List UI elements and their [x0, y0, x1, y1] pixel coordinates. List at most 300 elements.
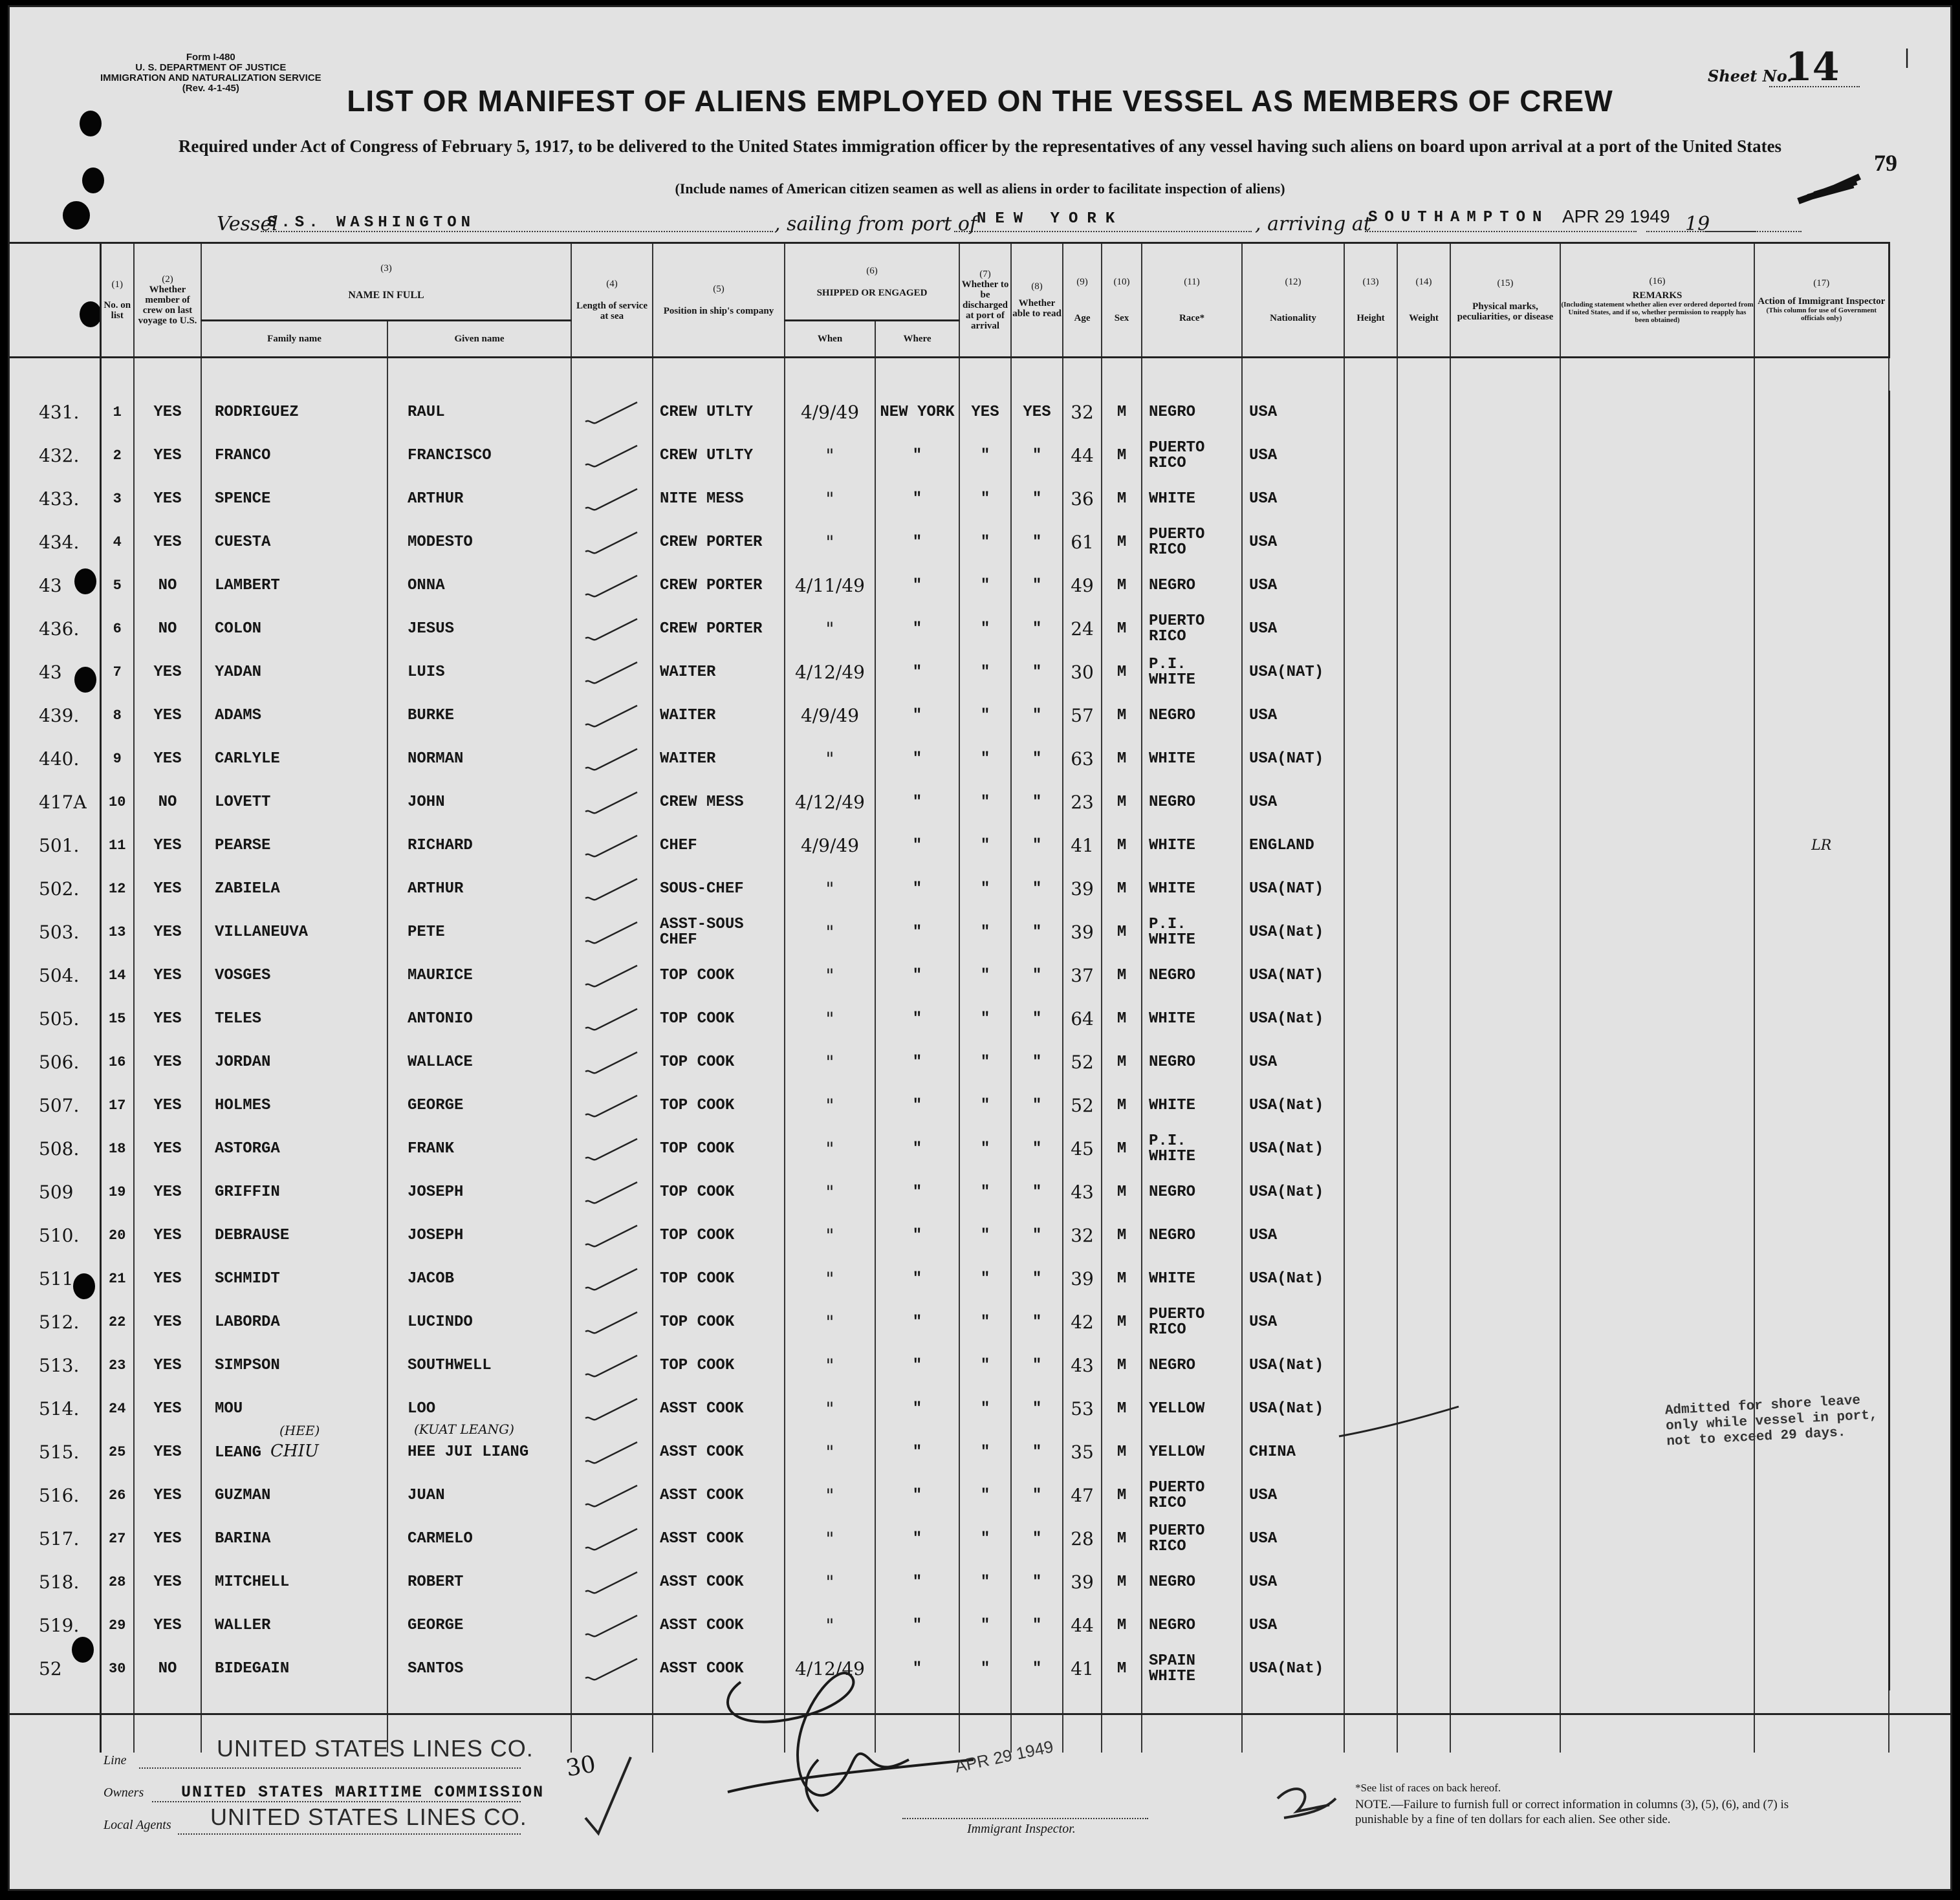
row-number-cell: 5	[100, 564, 134, 607]
member-cell: YES	[134, 997, 201, 1041]
given-name-cell	[387, 434, 571, 477]
weight-cell	[1397, 1214, 1450, 1257]
family-name: HOLMES	[215, 1096, 271, 1114]
revision-date: (Rev. 4-1-45)	[182, 83, 239, 94]
shipped-when-cell: "	[785, 1127, 875, 1171]
shipped-when-cell: 4/9/49	[785, 391, 875, 434]
action-cell	[1754, 521, 1889, 564]
year-label: 19	[1685, 213, 1710, 235]
sex-cell: M	[1102, 824, 1142, 867]
table-row	[10, 824, 1960, 867]
weight-cell	[1397, 651, 1450, 694]
col-header-sex: (10) Sex	[1102, 243, 1142, 358]
age-cell: 24	[1063, 607, 1102, 651]
shipped-when-cell: "	[785, 607, 875, 651]
nationality-cell: USA	[1242, 694, 1344, 737]
margin-number-cell: 504.	[10, 954, 100, 997]
sailing-label: , sailing from port of	[774, 213, 977, 235]
row-number-cell: 26	[100, 1474, 134, 1517]
given-name: LUIS	[408, 663, 445, 681]
page-number: 79	[1874, 150, 1897, 176]
race-cell: NEGRO	[1142, 1560, 1242, 1604]
crew-rows	[10, 358, 1960, 1753]
height-cell	[1344, 1171, 1397, 1214]
col-header-when: When	[785, 321, 875, 358]
family-name: CARLYLE	[215, 750, 280, 768]
family-name: GUZMAN	[215, 1486, 271, 1504]
sex-cell: M	[1102, 737, 1142, 781]
family-name-cell	[201, 867, 387, 911]
sex-cell: M	[1102, 391, 1142, 434]
family-name: PEARSE	[215, 836, 271, 854]
sex-cell: M	[1102, 607, 1142, 651]
legal-requirement-text: Required under Act of Congress of February 5, 1917, to be delivered to the United States immigration officer by the representatives of any vessel having such aliens on board upon arrival at a port of the United States	[178, 136, 1782, 156]
physical-marks-cell	[1450, 1344, 1560, 1387]
shipped-where-cell: "	[875, 1344, 959, 1387]
table-row	[10, 1301, 1960, 1344]
given-name-cell	[387, 824, 571, 867]
given-name: MODESTO	[408, 533, 473, 551]
to-port: SOUTHAMPTON	[1368, 209, 1549, 226]
member-cell: NO	[134, 1647, 201, 1690]
family-name-cell	[201, 1257, 387, 1301]
table-row	[10, 997, 1960, 1041]
discharged-cell: YES	[959, 391, 1011, 434]
tick-mark	[583, 1526, 641, 1552]
row-number-cell: 4	[100, 521, 134, 564]
action-cell	[1754, 1171, 1889, 1214]
given-name-cell	[387, 1214, 571, 1257]
able-read-cell: "	[1011, 477, 1063, 521]
family-name-note: (HEE)	[279, 1423, 320, 1438]
action-cell	[1754, 651, 1889, 694]
given-name-cell	[387, 1517, 571, 1560]
family-name-cell	[201, 521, 387, 564]
remarks-cell	[1560, 1257, 1754, 1301]
tick-mark	[583, 790, 641, 815]
position-cell: ASST COOK	[653, 1604, 785, 1647]
margin-number-cell: 433.	[10, 477, 100, 521]
given-name-cell	[387, 1041, 571, 1084]
table-row	[10, 694, 1960, 737]
nationality-cell: USA(Nat)	[1242, 1084, 1344, 1127]
shipped-when-cell: "	[785, 1214, 875, 1257]
shipped-where-cell: NEW YORK	[875, 391, 959, 434]
sex-cell: M	[1102, 1041, 1142, 1084]
nationality-cell: USA	[1242, 781, 1344, 824]
tick-mark	[583, 530, 641, 556]
given-name-cell	[387, 477, 571, 521]
given-name: ARTHUR	[408, 880, 464, 898]
family-name-cell	[201, 564, 387, 607]
position-cell: CHEF	[653, 824, 785, 867]
row-number-cell: 12	[100, 867, 134, 911]
family-name: ADAMS	[215, 706, 262, 724]
action-cell	[1754, 1127, 1889, 1171]
row-number-cell: 20	[100, 1214, 134, 1257]
race-cell: WHITE	[1142, 824, 1242, 867]
physical-marks-cell	[1450, 1430, 1560, 1474]
race-cell: NEGRO	[1142, 391, 1242, 434]
tick-mark	[583, 1006, 641, 1032]
race-cell: PUERTO RICO	[1142, 1301, 1242, 1344]
given-name: BURKE	[408, 706, 455, 724]
sex-cell: M	[1102, 781, 1142, 824]
shipped-where-cell: "	[875, 1257, 959, 1301]
table-row	[10, 607, 1960, 651]
height-cell	[1344, 1127, 1397, 1171]
family-name-cell	[201, 824, 387, 867]
remarks-cell	[1560, 1214, 1754, 1257]
service-tick-cell	[571, 607, 653, 651]
service-tick-cell	[571, 781, 653, 824]
position-cell: CREW UTLTY	[653, 434, 785, 477]
action-cell	[1754, 867, 1889, 911]
member-cell: YES	[134, 1041, 201, 1084]
position-cell: TOP COOK	[653, 954, 785, 997]
race-cell: YELLOW	[1142, 1430, 1242, 1474]
shipped-when-cell: 4/12/49	[785, 651, 875, 694]
service-tick-cell	[571, 1517, 653, 1560]
sex-cell: M	[1102, 1301, 1142, 1344]
age-cell: 39	[1063, 867, 1102, 911]
shipped-when-cell: "	[785, 521, 875, 564]
service-tick-cell	[571, 1214, 653, 1257]
given-name-cell	[387, 607, 571, 651]
margin-number-cell: 514.	[10, 1387, 100, 1430]
age-cell: 41	[1063, 1647, 1102, 1690]
shipped-when-cell: "	[785, 1041, 875, 1084]
nationality-cell: USA	[1242, 1214, 1344, 1257]
table-row	[10, 1257, 1960, 1301]
action-cell	[1754, 1474, 1889, 1517]
remarks-stamp: Admitted for shore leave only while vessel in port, not to exceed 29 days.	[1664, 1393, 1878, 1450]
member-cell: YES	[134, 954, 201, 997]
race-cell: PUERTO RICO	[1142, 434, 1242, 477]
shipped-when-cell: "	[785, 1084, 875, 1127]
margin-number-cell: 417A	[10, 781, 100, 824]
height-cell	[1344, 911, 1397, 954]
service-tick-cell	[571, 1344, 653, 1387]
sex-cell: M	[1102, 434, 1142, 477]
physical-marks-cell	[1450, 1301, 1560, 1344]
row-number-cell: 24	[100, 1387, 134, 1430]
weight-cell	[1397, 737, 1450, 781]
member-cell: YES	[134, 1214, 201, 1257]
race-cell: PUERTO RICO	[1142, 521, 1242, 564]
row-number-cell: 28	[100, 1560, 134, 1604]
margin-number-cell: 519.	[10, 1604, 100, 1647]
remarks-cell	[1560, 1474, 1754, 1517]
member-cell: YES	[134, 391, 201, 434]
table-row	[10, 1517, 1960, 1560]
margin-number-cell: 502.	[10, 867, 100, 911]
margin-number-cell: 505.	[10, 997, 100, 1041]
shipped-where-cell: "	[875, 694, 959, 737]
member-cell: YES	[134, 1387, 201, 1430]
given-name-cell	[387, 1560, 571, 1604]
member-cell: YES	[134, 521, 201, 564]
shipped-where-cell: "	[875, 1084, 959, 1127]
position-cell: ASST COOK	[653, 1517, 785, 1560]
position-cell: WAITER	[653, 737, 785, 781]
sex-cell: M	[1102, 694, 1142, 737]
able-read-cell: "	[1011, 737, 1063, 781]
agents-name: UNITED STATES LINES CO.	[210, 1804, 527, 1830]
discharged-cell: "	[959, 781, 1011, 824]
height-cell	[1344, 954, 1397, 997]
table-row	[10, 1474, 1960, 1517]
weight-cell	[1397, 391, 1450, 434]
height-cell	[1344, 1647, 1397, 1690]
margin-number-cell: 506.	[10, 1041, 100, 1084]
discharged-cell: "	[959, 954, 1011, 997]
form-number: Form I-480	[186, 52, 235, 63]
able-read-cell: "	[1011, 1301, 1063, 1344]
position-cell: ASST COOK	[653, 1560, 785, 1604]
family-name-cell	[201, 954, 387, 997]
row-number-cell: 1	[100, 391, 134, 434]
shipped-where-cell: "	[875, 434, 959, 477]
remarks-cell	[1560, 607, 1754, 651]
given-name-cell	[387, 1647, 571, 1690]
physical-marks-cell	[1450, 607, 1560, 651]
shipped-when-cell: "	[785, 1344, 875, 1387]
shipped-when-cell: "	[785, 1301, 875, 1344]
family-name-cell	[201, 391, 387, 434]
physical-marks-cell	[1450, 564, 1560, 607]
col-header-race: (11) Race*	[1142, 243, 1242, 358]
member-cell: YES	[134, 911, 201, 954]
age-cell: 44	[1063, 1604, 1102, 1647]
age-cell: 42	[1063, 1301, 1102, 1344]
member-cell: YES	[134, 1604, 201, 1647]
physical-marks-cell	[1450, 477, 1560, 521]
family-name: COLON	[215, 620, 262, 638]
position-cell: CREW PORTER	[653, 607, 785, 651]
family-name: ASTORGA	[215, 1139, 280, 1158]
nationality-cell: USA	[1242, 1301, 1344, 1344]
race-cell: WHITE	[1142, 997, 1242, 1041]
weight-cell	[1397, 997, 1450, 1041]
row-number-cell: 10	[100, 781, 134, 824]
able-read-cell: "	[1011, 434, 1063, 477]
physical-marks-cell	[1450, 1517, 1560, 1560]
shipped-where-cell: "	[875, 651, 959, 694]
race-cell: SPAIN WHITE	[1142, 1647, 1242, 1690]
service-tick-cell	[571, 1127, 653, 1171]
action-cell	[1754, 911, 1889, 954]
sheet-number: 14	[1785, 45, 1840, 90]
given-name: LUCINDO	[408, 1313, 473, 1331]
family-name-cell	[201, 1647, 387, 1690]
given-name: JACOB	[408, 1269, 455, 1288]
position-cell: ASST COOK	[653, 1430, 785, 1474]
remarks-cell	[1560, 954, 1754, 997]
remarks-cell	[1560, 694, 1754, 737]
action-cell	[1754, 1560, 1889, 1604]
remarks-cell	[1560, 1517, 1754, 1560]
age-cell: 57	[1063, 694, 1102, 737]
member-cell: YES	[134, 1084, 201, 1127]
from-port: NEW YORK	[977, 210, 1124, 228]
remarks-cell	[1560, 867, 1754, 911]
sex-cell: M	[1102, 1387, 1142, 1430]
action-cell: LR	[1754, 824, 1889, 867]
position-cell: CREW PORTER	[653, 564, 785, 607]
sex-cell: M	[1102, 954, 1142, 997]
margin-number-cell: 507.	[10, 1084, 100, 1127]
age-cell: 52	[1063, 1084, 1102, 1127]
remarks-cell	[1560, 434, 1754, 477]
race-cell: WHITE	[1142, 737, 1242, 781]
member-cell: YES	[134, 1171, 201, 1214]
given-name-cell	[387, 564, 571, 607]
inspector-signature	[702, 1663, 1006, 1824]
from-port-underline	[954, 231, 1252, 232]
sex-cell: M	[1102, 1257, 1142, 1301]
age-cell: 53	[1063, 1387, 1102, 1430]
shipped-when-cell: "	[785, 911, 875, 954]
able-read-cell: "	[1011, 607, 1063, 651]
sex-cell: M	[1102, 867, 1142, 911]
nationality-cell: USA(NAT)	[1242, 737, 1344, 781]
discharged-cell: "	[959, 694, 1011, 737]
tick-mark	[583, 1353, 641, 1379]
family-name: TELES	[215, 1009, 262, 1028]
physical-marks-cell	[1450, 954, 1560, 997]
given-name: FRANCISCO	[408, 446, 492, 464]
nationality-cell: USA	[1242, 1604, 1344, 1647]
given-name: SANTOS	[408, 1659, 464, 1678]
service-tick-cell	[571, 824, 653, 867]
family-name: WALLER	[215, 1616, 271, 1634]
remarks-cell	[1560, 1127, 1754, 1171]
nationality-cell: USA(Nat)	[1242, 911, 1344, 954]
col-header-member: (2) Whether member of crew on last voyage to U.S.	[134, 243, 201, 358]
height-cell	[1344, 1257, 1397, 1301]
given-name-cell	[387, 1257, 571, 1301]
pen-stroke	[1336, 1404, 1465, 1443]
family-name-cell	[201, 434, 387, 477]
weight-cell	[1397, 607, 1450, 651]
discharged-cell: "	[959, 434, 1011, 477]
action-cell	[1754, 434, 1889, 477]
able-read-cell: "	[1011, 1604, 1063, 1647]
shipped-where-cell: "	[875, 1387, 959, 1430]
tick-mark	[583, 746, 641, 772]
row-number-cell: 23	[100, 1344, 134, 1387]
given-name-cell	[387, 867, 571, 911]
age-cell: 36	[1063, 477, 1102, 521]
nationality-cell: USA(Nat)	[1242, 997, 1344, 1041]
tick-mark	[583, 1180, 641, 1205]
able-read-cell: "	[1011, 651, 1063, 694]
nationality-cell: USA(Nat)	[1242, 1171, 1344, 1214]
margin-number-cell: 432.	[10, 434, 100, 477]
given-name: CARMELO	[408, 1529, 473, 1548]
physical-marks-cell	[1450, 997, 1560, 1041]
row-number-cell: 8	[100, 694, 134, 737]
discharged-cell: "	[959, 477, 1011, 521]
family-name: VOSGES	[215, 966, 271, 984]
sex-cell: M	[1102, 997, 1142, 1041]
race-cell: P.I. WHITE	[1142, 911, 1242, 954]
given-name-cell	[387, 651, 571, 694]
family-name: JORDAN	[215, 1053, 271, 1071]
race-cell: YELLOW	[1142, 1387, 1242, 1430]
shipped-where-cell: "	[875, 607, 959, 651]
physical-marks-cell	[1450, 1214, 1560, 1257]
spacer-row	[10, 358, 1960, 391]
margin-number-cell: 439.	[10, 694, 100, 737]
sex-cell: M	[1102, 1517, 1142, 1560]
family-name-cell	[201, 1517, 387, 1560]
discharged-cell: "	[959, 607, 1011, 651]
tick-mark	[583, 1396, 641, 1422]
weight-cell	[1397, 564, 1450, 607]
action-cell	[1754, 1344, 1889, 1387]
sex-cell: M	[1102, 521, 1142, 564]
page-title: LIST OR MANIFEST OF ALIENS EMPLOYED ON THE VESSEL AS MEMBERS OF CREW	[347, 84, 1613, 118]
service-tick-cell	[571, 997, 653, 1041]
margin-number-cell: 501.	[10, 824, 100, 867]
family-name: LOVETT	[215, 793, 271, 811]
able-read-cell: "	[1011, 954, 1063, 997]
tick-mark	[583, 833, 641, 859]
remarks-cell	[1560, 391, 1754, 434]
remarks-cell	[1560, 911, 1754, 954]
age-cell: 35	[1063, 1430, 1102, 1474]
remarks-cell	[1560, 1301, 1754, 1344]
service-tick-cell	[571, 521, 653, 564]
service-tick-cell	[571, 1560, 653, 1604]
race-cell: PUERTO RICO	[1142, 607, 1242, 651]
physical-marks-cell	[1450, 1647, 1560, 1690]
handwritten-mark	[1271, 1779, 1342, 1824]
physical-marks-cell	[1450, 521, 1560, 564]
discharged-cell: "	[959, 1301, 1011, 1344]
given-name-cell	[387, 1344, 571, 1387]
col-header-remarks: (16) REMARKS (Including statement whether alien ever ordered deported from United States, and if so, whether permission to reapply has been obtained)	[1560, 243, 1754, 358]
nationality-cell: USA	[1242, 1560, 1344, 1604]
height-cell	[1344, 1560, 1397, 1604]
family-name: GRIFFIN	[215, 1183, 280, 1201]
race-cell: NEGRO	[1142, 1171, 1242, 1214]
weight-cell	[1397, 1560, 1450, 1604]
shipped-where-cell: "	[875, 1517, 959, 1560]
owners-name: UNITED STATES MARITIME COMMISSION	[181, 1783, 545, 1802]
given-name-cell	[387, 1604, 571, 1647]
sex-cell: M	[1102, 1474, 1142, 1517]
given-name-cell	[387, 694, 571, 737]
inspector-label: Immigrant Inspector.	[967, 1822, 1076, 1836]
nationality-cell: USA	[1242, 434, 1344, 477]
service-tick-cell	[571, 1084, 653, 1127]
nationality-cell: USA	[1242, 564, 1344, 607]
row-number-cell: 25	[100, 1430, 134, 1474]
shipped-when-cell: 4/9/49	[785, 824, 875, 867]
given-name-cell	[387, 1421, 571, 1474]
able-read-cell: "	[1011, 1474, 1063, 1517]
table-row	[10, 867, 1960, 911]
able-read-cell: "	[1011, 1517, 1063, 1560]
discharged-cell: "	[959, 521, 1011, 564]
family-name-cell	[201, 781, 387, 824]
family-name: MITCHELL	[215, 1573, 290, 1591]
sex-cell: M	[1102, 1560, 1142, 1604]
weight-cell	[1397, 954, 1450, 997]
